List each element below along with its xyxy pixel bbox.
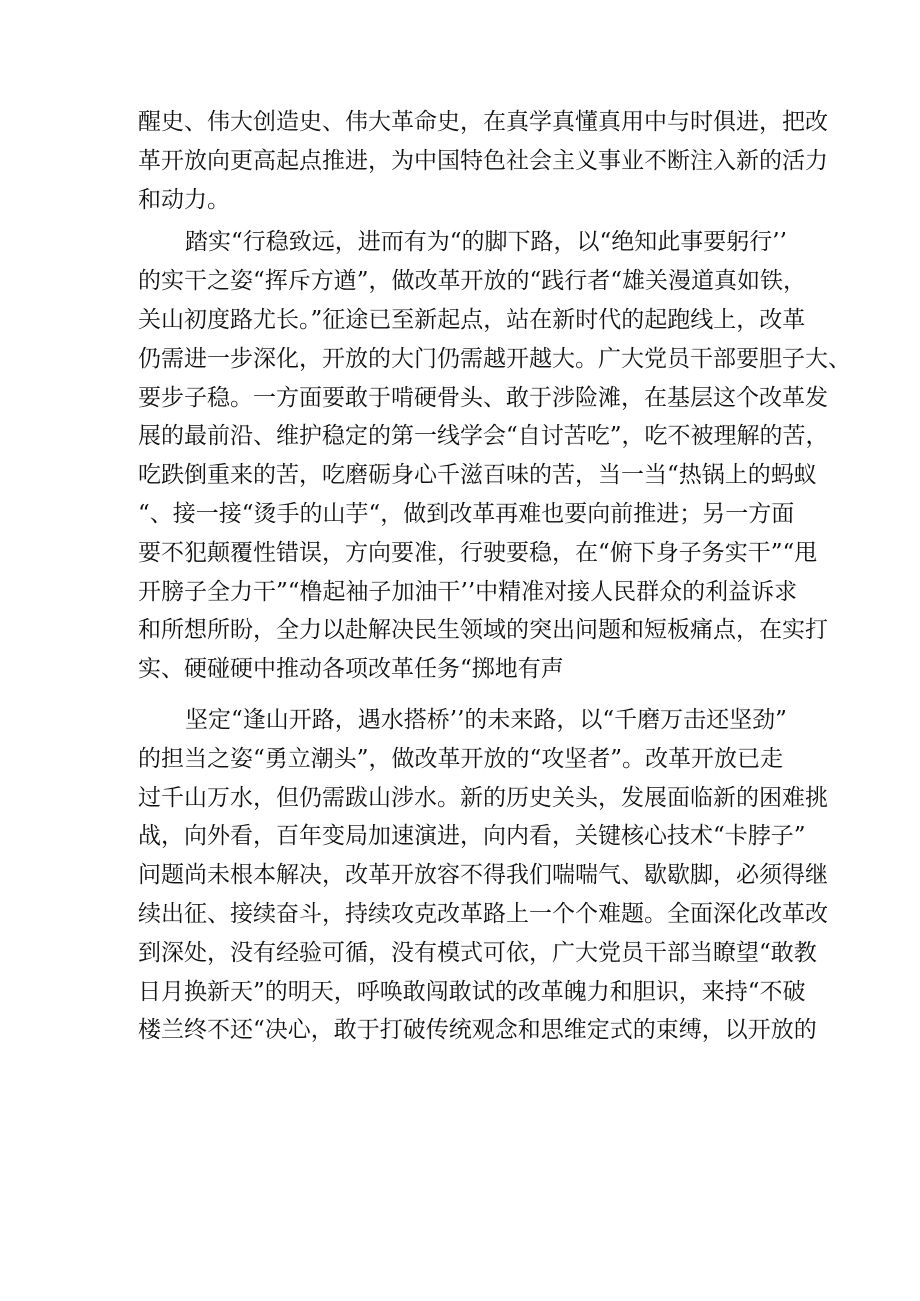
text-line: 要步子稳。一方面要敢于啃硬骨头、敢于涉险滩，在基层这个改革发 bbox=[138, 384, 828, 411]
text-line: 关山初度路尤长。”征途已至新起点，站在新时代的起跑线上，改革 bbox=[138, 306, 806, 333]
text-line: 实、硬碰硬中推动各项改革任务“掷地有声 bbox=[138, 656, 564, 683]
text-line: 战，向外看，百年变局加速演进，向内看，关键核心技术“卡脖子” bbox=[138, 823, 806, 850]
text-line: 的担当之姿“勇立潮头”，做改革开放的“攻坚者”。改革开放已走 bbox=[138, 745, 784, 772]
text-line: 仍需进一步深化，开放的大门仍需越开越大。广大党员干部要胆子大、 bbox=[138, 345, 851, 372]
text-line: 开膀子全力干”“橹起袖子加油干’’中精准对接人民群众的利益诉求 bbox=[138, 578, 798, 605]
text-line: 续出征、接续奋斗，持续攻克改革路上一个个难题。全面深化改革改 bbox=[138, 900, 828, 927]
paragraph-2 bbox=[138, 223, 851, 689]
text-line: 楼兰终不还“决心，敢于打破传统观念和思维定式的束缚，以开放的 bbox=[138, 1017, 817, 1044]
text-line: 到深处，没有经验可循，没有模式可依，广大党员干部当瞭望“敢教 bbox=[138, 939, 817, 966]
paragraph-3 bbox=[138, 701, 828, 1050]
text-line: 醒史、伟大创造史、伟大革命史，在真学真懂真用中与时俱进，把改 bbox=[138, 109, 828, 135]
document-body bbox=[138, 103, 851, 1050]
text-line: 要不犯颠覆性错误，方向要准，行驶要稳，在“俯下身子务实干”“甩 bbox=[138, 539, 818, 566]
text-line: 踏实“行稳致远，进而有为“的脚下路，以“绝知此事要躬行’’ bbox=[185, 229, 787, 256]
text-line: 和动力。 bbox=[138, 186, 230, 213]
text-line: 过千山万水，但仍需跋山涉水。新的历史关头，发展面临新的困难挑 bbox=[138, 784, 828, 811]
text-line: 坚定“逢山开路，遇水搭桥’’的未来路，以“千磨万击还坚劲” bbox=[185, 706, 787, 733]
text-line: “、接一接“烫手的山芋“，做到改革再难也要向前推进；另一方面 bbox=[138, 500, 795, 527]
text-line: 革开放向更高起点推进，为中国特色社会主义事业不断注入新的活力 bbox=[138, 147, 828, 174]
text-line: 日月换新天”的明天，呼唤敢闯敢试的改革魄力和胆识，来持“不破 bbox=[138, 978, 806, 1005]
text-line: 展的最前沿、维护稳定的第一线学会“自讨苦吃”，吃不被理解的苦， bbox=[138, 423, 829, 450]
text-line: 问题尚未根本解决，改革开放容不得我们喘喘气、歇歇脚，必须得继 bbox=[138, 862, 828, 889]
text-line: 和所想所盼，全力以赴解决民生领域的突出问题和短板痛点，在实打 bbox=[138, 617, 828, 644]
paragraph-1 bbox=[138, 103, 828, 219]
text-line: 的实干之姿“挥斥方遒”，做改革开放的“践行者“雄关漫道真如铁， bbox=[138, 268, 807, 295]
text-line: 吃跌倒重来的苦，吃磨砺身心千滋百味的苦，当一当“热锅上的蚂蚁 bbox=[138, 462, 817, 489]
